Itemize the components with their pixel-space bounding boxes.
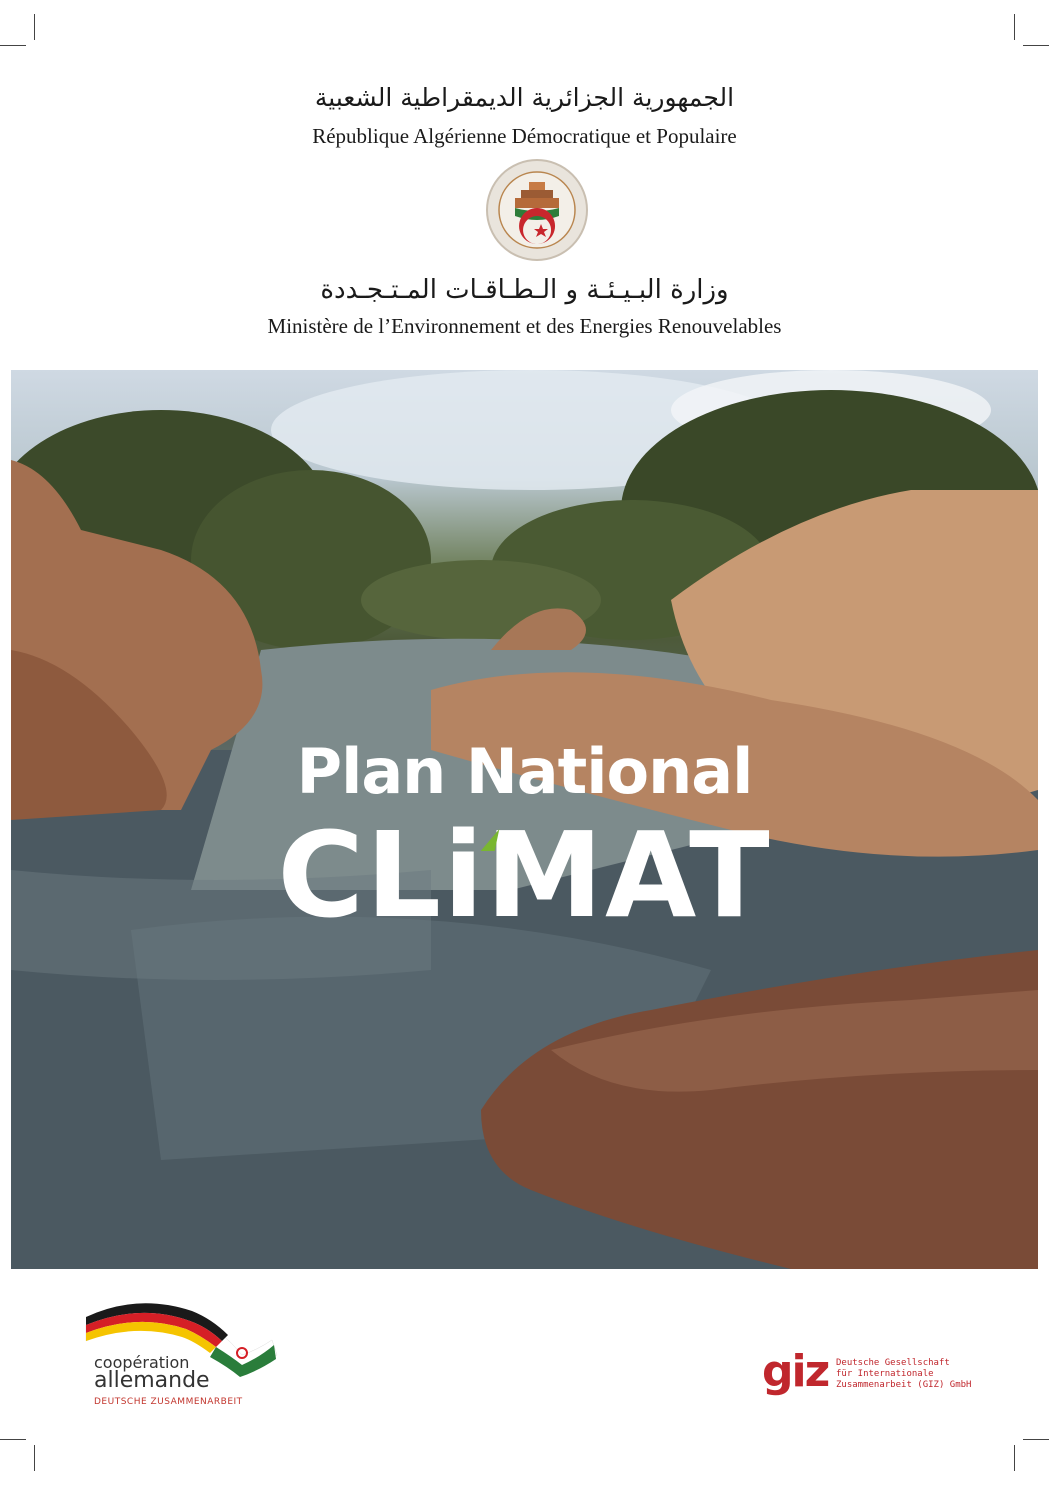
giz-name-line1: Deutsche Gesellschaft bbox=[836, 1358, 950, 1368]
algerian-emblem-icon bbox=[485, 158, 589, 262]
crop-mark bbox=[1023, 45, 1049, 46]
coop-line1: coopération bbox=[94, 1353, 190, 1372]
coop-line2: allemande bbox=[94, 1368, 210, 1393]
crop-mark bbox=[34, 1445, 35, 1471]
giz-name-line2: für Internationale bbox=[836, 1369, 934, 1379]
republic-title-french: République Algérienne Démocratique et Populaire bbox=[312, 124, 737, 148]
crop-mark bbox=[1023, 1439, 1049, 1440]
cover-title-line1: Plan National bbox=[296, 735, 753, 808]
ministry-title-arabic: وزارة البـيـئـة و الـطـاقـات المـتـجـددة bbox=[320, 275, 729, 305]
republic-title-arabic: الجمهورية الجزائرية الديمقراطية الشعبية bbox=[314, 83, 735, 112]
giz-logo: giz bbox=[762, 1346, 829, 1397]
crop-mark bbox=[1014, 1445, 1015, 1471]
crop-mark bbox=[0, 1439, 26, 1440]
crop-mark bbox=[1014, 14, 1015, 40]
crop-mark bbox=[34, 14, 35, 40]
giz-name bbox=[836, 1358, 976, 1391]
crop-mark bbox=[0, 45, 26, 46]
giz-name-line3: Zusammenarbeit (GIZ) GmbH bbox=[836, 1380, 972, 1390]
coop-line3: DEUTSCHE ZUSAMMENARBEIT bbox=[94, 1397, 243, 1407]
cover-title-line2: CLiMAT bbox=[277, 806, 772, 944]
ministry-title-french: Ministère de l’Environnement et des Energies Renouvelables bbox=[267, 314, 782, 338]
